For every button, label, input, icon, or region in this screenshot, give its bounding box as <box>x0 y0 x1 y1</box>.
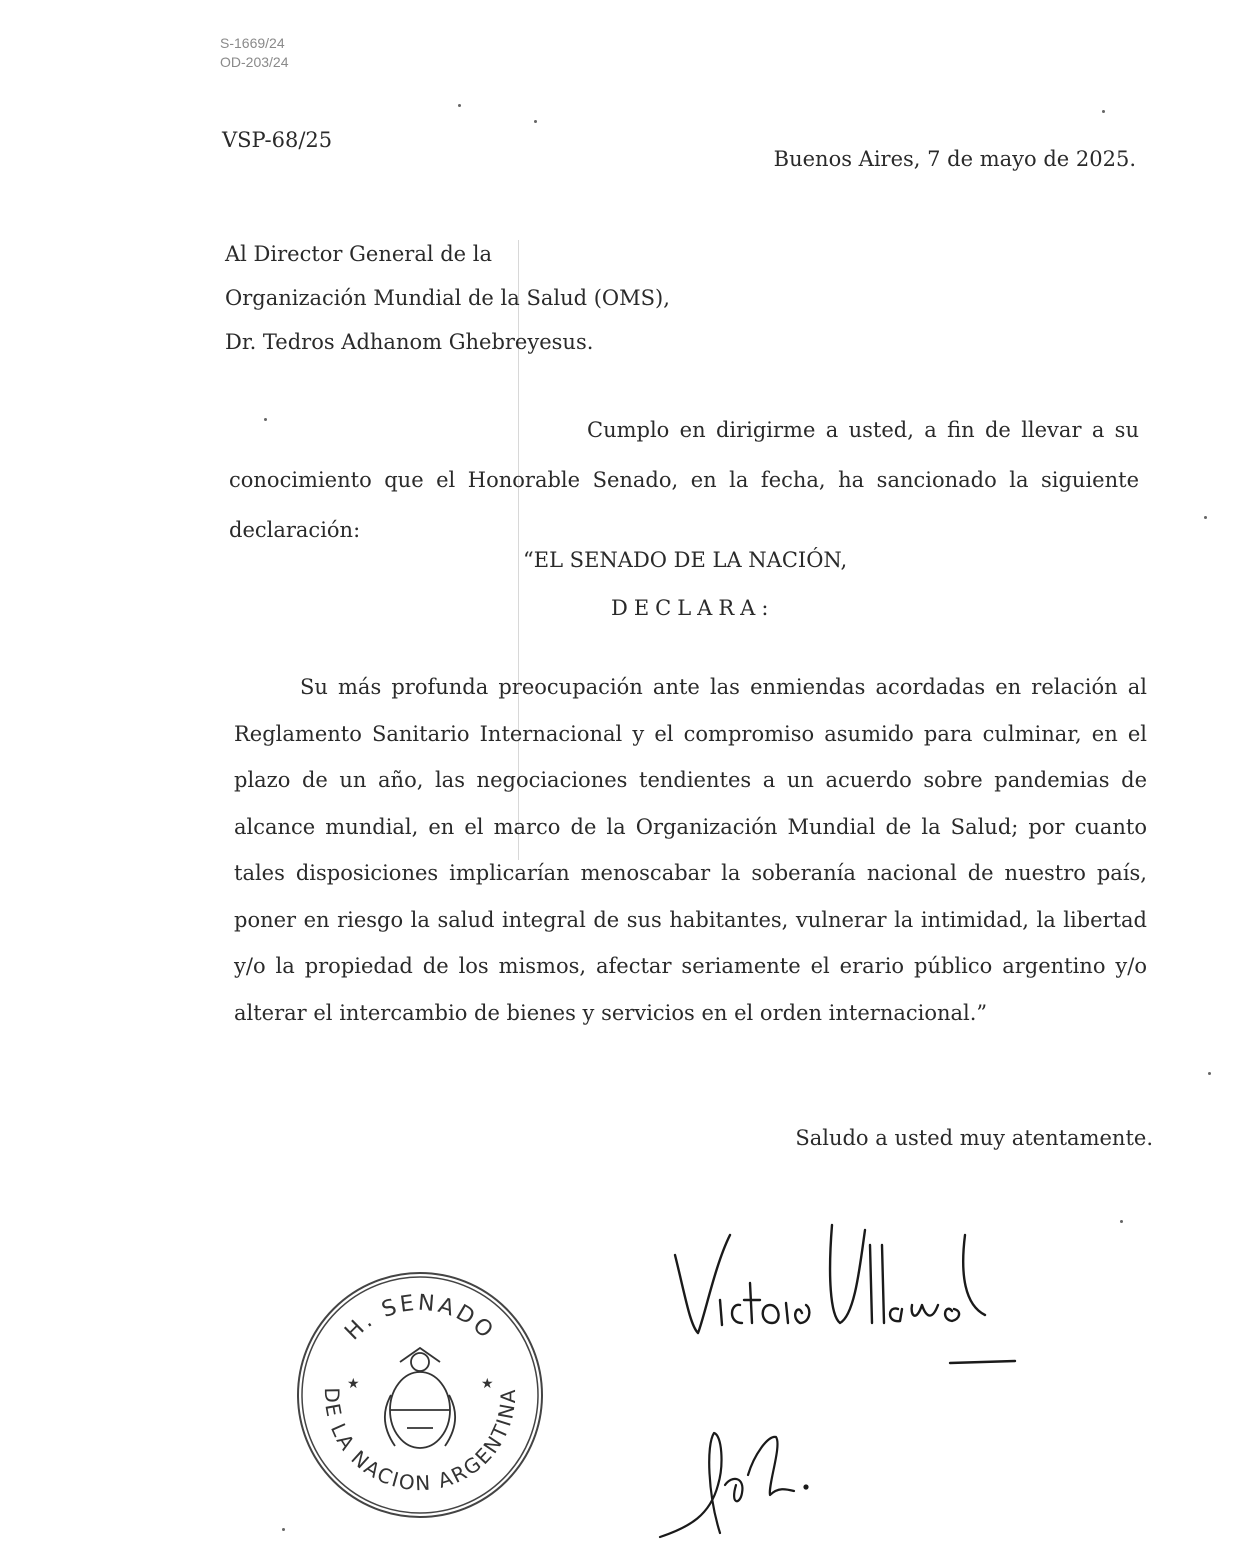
svg-text:DE LA NACION ARGENTINA <box>320 1387 520 1495</box>
declaration-heading: “EL SENADO DE LA NACIÓN, <box>523 548 848 572</box>
scan-speck <box>264 418 267 421</box>
declaration-text: Su más profunda preocupación ante las enmiendas acordadas en relación al Reglamento Sanitario Internacional y el compromiso asumido para culminar, en el plazo de un año, las negociaciones tendientes a un acuerdo sobre pandemias de alcance mundial, en el marco de la Organización Mundial de la Salud; por cuanto tales disposiciones implicarían menoscabar la soberanía nacional de nuestro país, poner en riesgo la salud integral de sus habitantes, vulnerar la intimidad, la libertad y/o la propiedad de los mismos, afectar seriamente el erario público argentino y/o alterar el intercambio de bienes y servicios en el orden internacional.” <box>234 675 1147 1025</box>
intro-paragraph <box>229 405 1139 555</box>
coat-of-arms-icon <box>385 1348 455 1448</box>
scan-speck <box>534 120 537 123</box>
scan-speck <box>1102 110 1105 113</box>
svg-text:H. SENADO <box>340 1291 499 1346</box>
addressee-line: Al Director General de la <box>225 242 493 266</box>
file-number: S-1669/24 <box>220 35 285 51</box>
svg-text:★: ★ <box>481 1376 494 1392</box>
declaration-verb: DECLARA: <box>611 596 775 620</box>
addressee-line: Dr. Tedros Adhanom Ghebreyesus. <box>225 330 594 354</box>
document-reference: VSP-68/25 <box>222 128 333 152</box>
declaration-body <box>234 664 1147 1036</box>
secondary-signature <box>650 1415 820 1545</box>
scan-speck <box>1204 516 1207 519</box>
closing-salutation: Saludo a usted muy atentamente. <box>795 1126 1153 1150</box>
document-date: Buenos Aires, 7 de mayo de 2025. <box>773 147 1136 171</box>
intro-text: Cumplo en dirigirme a usted, a fin de llevar a su conocimiento que el Honorable Senado, en la fecha, ha sancionado la siguiente declaración: <box>229 418 1139 542</box>
scan-speck <box>458 104 461 107</box>
file-reference-stamp <box>220 34 288 72</box>
scan-speck <box>1120 1220 1123 1223</box>
seal-top-text: H. SENADO <box>340 1290 500 1346</box>
scan-speck <box>1208 1072 1211 1075</box>
addressee-block <box>225 232 670 364</box>
seal-bottom-text: DE LA NACION ARGENTINA <box>319 1387 521 1496</box>
svg-text:★: ★ <box>347 1376 360 1392</box>
primary-signature <box>660 1205 1040 1375</box>
addressee-line: Organización Mundial de la Salud (OMS), <box>225 286 670 310</box>
senate-seal <box>295 1270 545 1520</box>
order-number: OD-203/24 <box>220 54 289 70</box>
scan-speck <box>282 1528 285 1531</box>
